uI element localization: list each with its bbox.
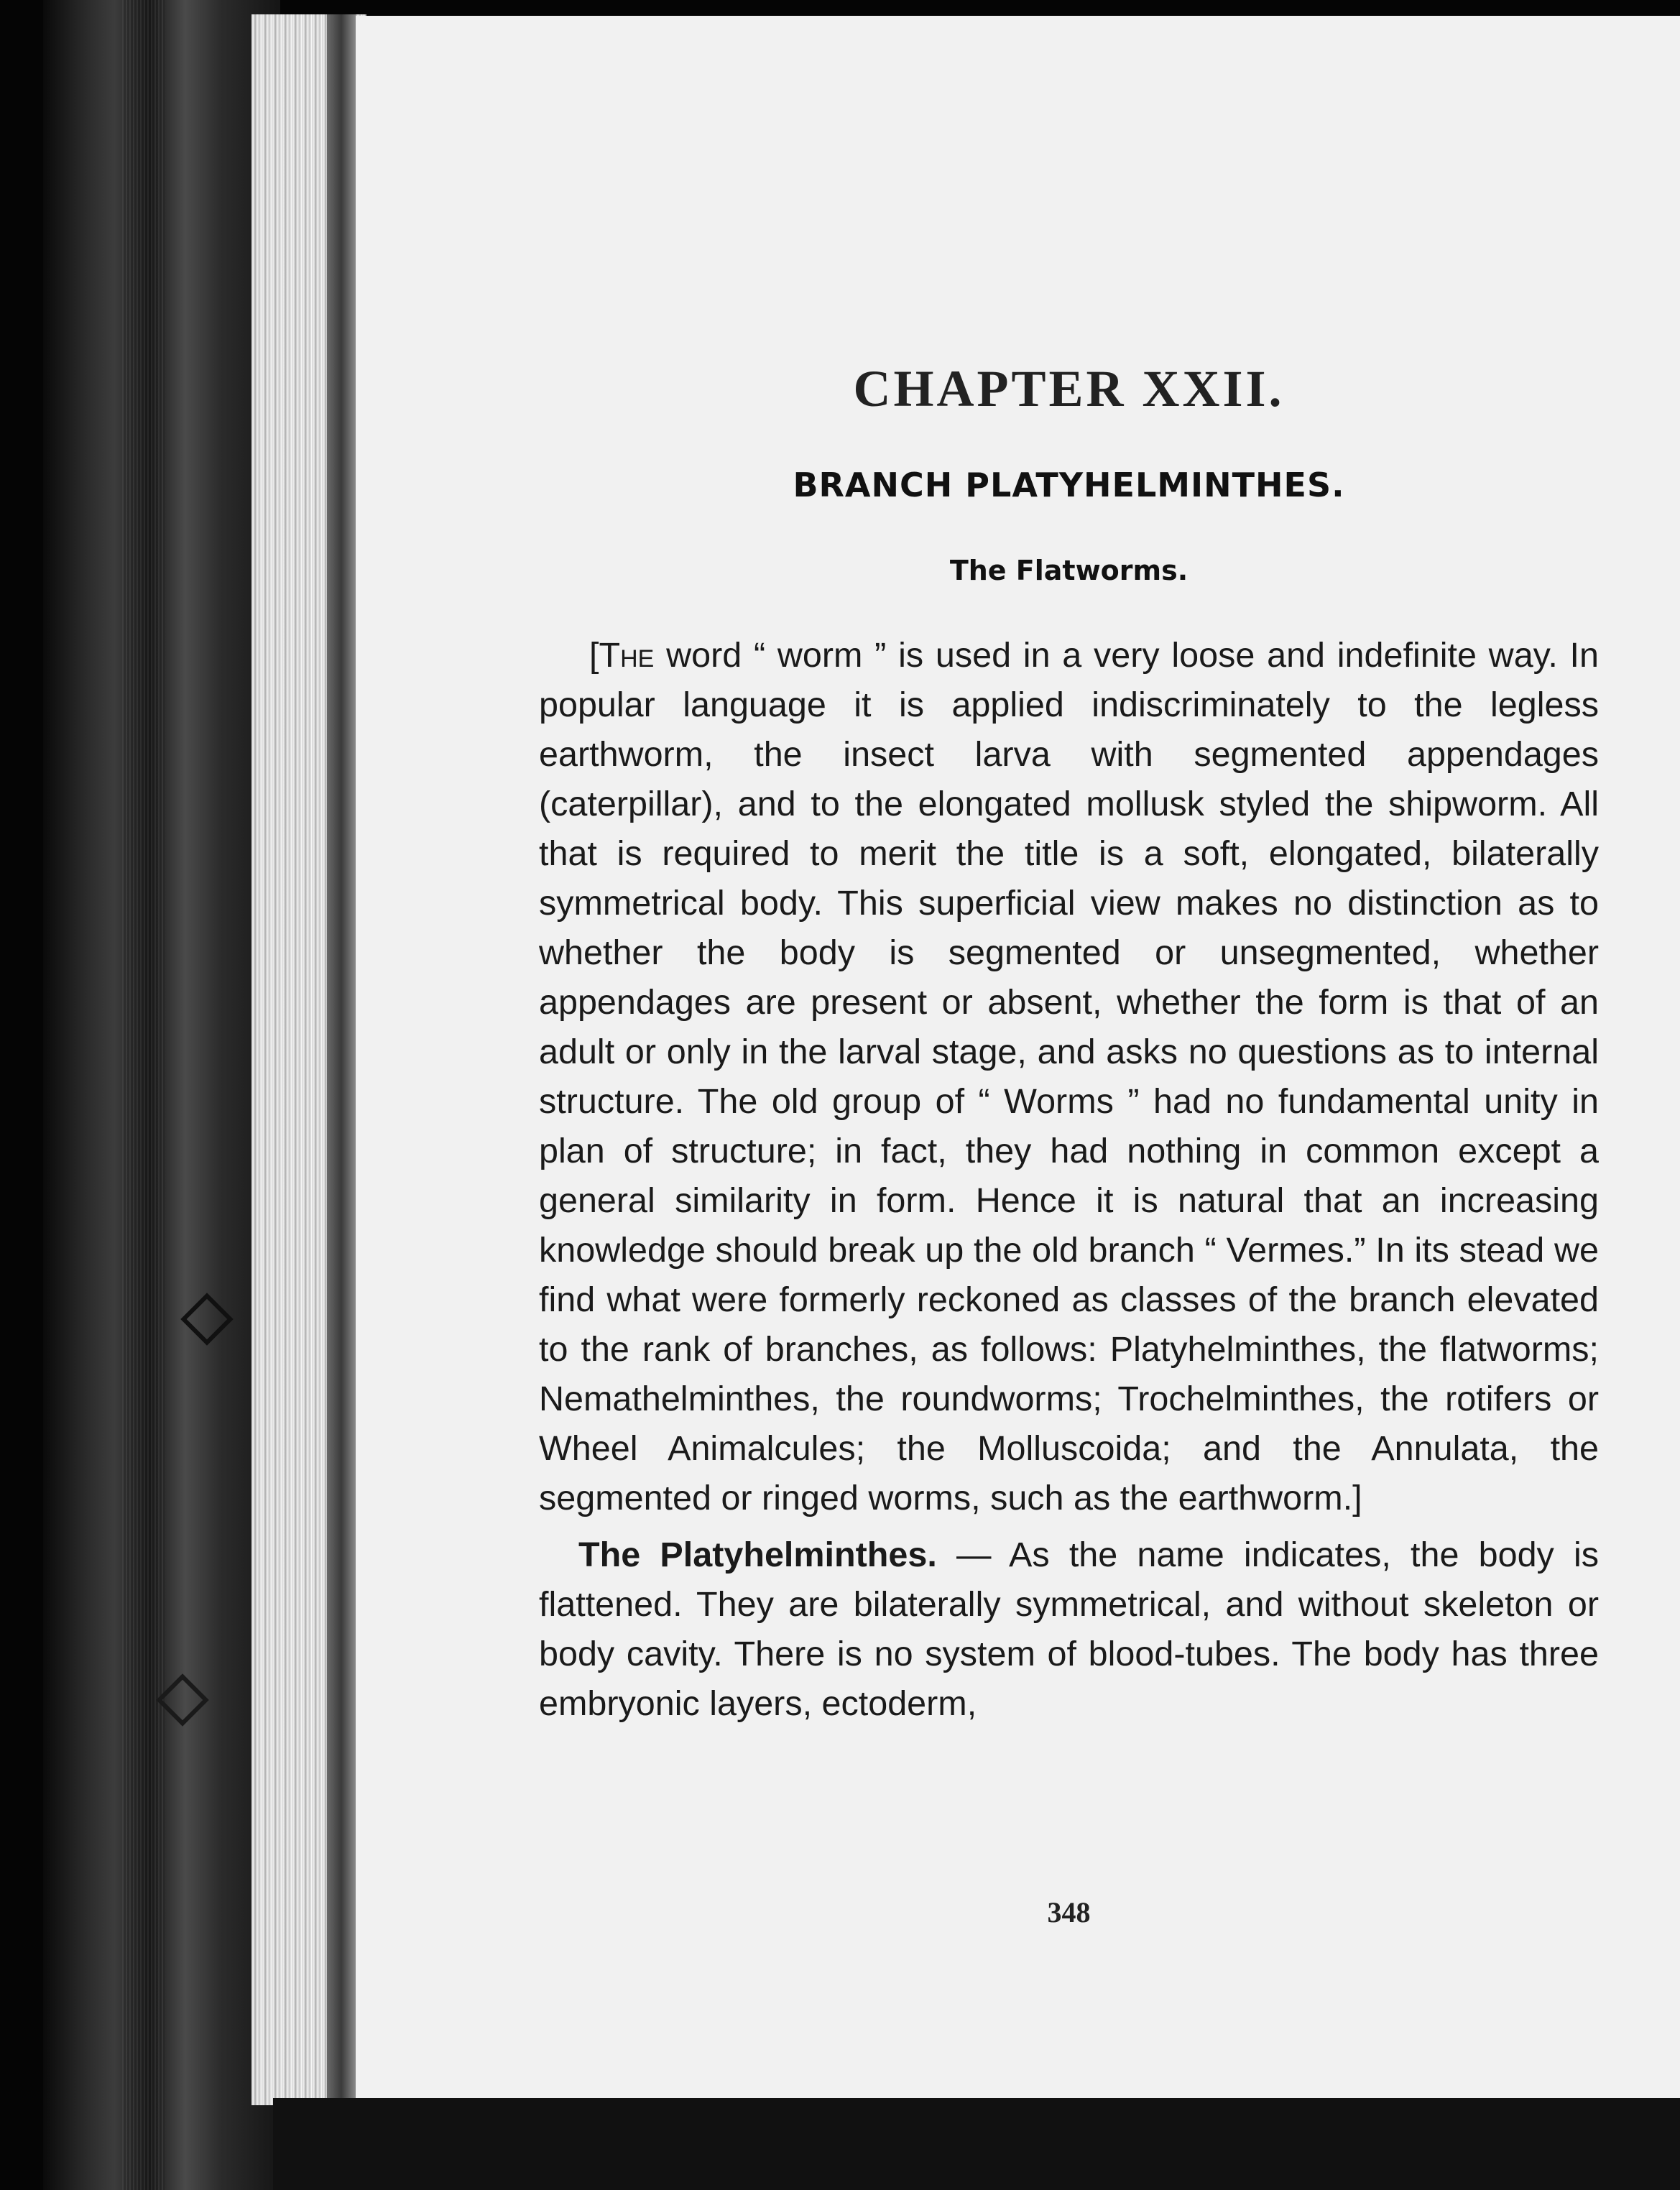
spine-texture (122, 0, 165, 2190)
page-number: 348 (1047, 1896, 1091, 1928)
page-bottom-shadow (273, 2098, 1680, 2190)
branch-title: BRANCH PLATYHELMINTHES. (793, 466, 1345, 504)
platyhelminthes-paragraph (539, 1530, 1599, 1729)
chapter-title: CHAPTER XXII. (853, 360, 1285, 417)
run-in-heading: The Platyhelminthes. (578, 1535, 937, 1574)
intro-paragraph (539, 631, 1599, 1523)
section-subtitle: The Flatworms. (949, 555, 1189, 586)
paragraph-text: — As the name indicates, the body is flattened. They are bilaterally symmetrical, and without skeleton or body cavity. There is no system of blood-tubes. The body has three embryonic layers, ectoderm, (539, 1535, 1599, 1723)
page-gutter-shadow (327, 14, 356, 2105)
drop-word: The (599, 636, 655, 675)
paragraph-text: word “ worm ” is used in a very loose and indefinite way. In popular language it is applied indiscriminately to the legless earthworm, the insect larva with segmented appendages (caterpillar), and to the elongated mollusk styled the shipworm. All that is required to merit the title is a soft, elongated, bilaterally symmetrical body. This superficial view makes no distinction as to whether the body is segmented or unsegmented, whether appendages are present or absent, whether the form is that of an adult or only in the larval stage, and asks no questions as to internal structure. The old group of “ Worms ” had no fundamental unity in plan of structure; in fact, they had nothing in common except a general similarity in form. Hence it is natural that an increasing knowledge should break up the old branch “ Vermes.” In its stead we find what were formerly reckoned as classes of the branch elevated to the rank of branches, as follows: Platyhelminthes, the flatworms; Nemathelminthes, the roundworms; Trochelminthes, the rotifers or Wheel Animalcules; the Molluscoida; and the Annulata, the segmented or ringed worms, such as the earthworm.] (539, 636, 1599, 1517)
open-bracket: [ (589, 636, 599, 675)
body-text (539, 631, 1599, 1729)
